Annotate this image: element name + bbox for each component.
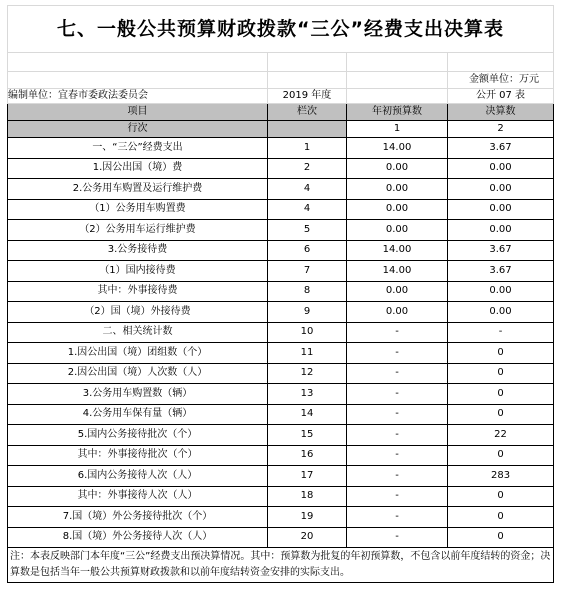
line-cell[interactable]: 5: [268, 220, 347, 241]
index-row-label: 行次: [8, 121, 268, 138]
item-cell[interactable]: （1）公务用车购置费: [8, 199, 268, 220]
item-cell[interactable]: 3.公务用车购置数（辆）: [8, 384, 268, 405]
item-cell[interactable]: （2）公务用车运行维护费: [8, 220, 268, 241]
final-cell[interactable]: 3.67: [448, 261, 554, 282]
line-cell[interactable]: 7: [268, 261, 347, 282]
final-cell[interactable]: 0.00: [448, 220, 554, 241]
budget-cell[interactable]: -: [347, 322, 448, 343]
budget-cell[interactable]: 0.00: [347, 302, 448, 323]
item-cell[interactable]: 其中：外事接待人次（人）: [8, 486, 268, 507]
final-cell[interactable]: -: [448, 322, 554, 343]
line-cell[interactable]: 9: [268, 302, 347, 323]
final-cell[interactable]: 0: [448, 384, 554, 405]
table-row: [8, 445, 554, 466]
final-cell[interactable]: 0: [448, 507, 554, 528]
table-row: [8, 466, 554, 487]
table-row: [8, 240, 554, 261]
item-cell[interactable]: 一、“三公”经费支出: [8, 138, 268, 159]
table-row: [8, 302, 554, 323]
item-cell[interactable]: 6.国内公务接待人次（人）: [8, 466, 268, 487]
table-row: [8, 486, 554, 507]
blank-cell[interactable]: [448, 53, 554, 72]
budget-cell[interactable]: 14.00: [347, 261, 448, 282]
line-cell[interactable]: 15: [268, 425, 347, 446]
line-cell[interactable]: 13: [268, 384, 347, 405]
line-cell[interactable]: 1: [268, 138, 347, 159]
budget-table: [7, 5, 554, 583]
form-code: 公开 07 表: [448, 89, 554, 104]
blank-cell[interactable]: [8, 72, 268, 89]
table-row: [8, 527, 554, 548]
final-cell[interactable]: 3.67: [448, 138, 554, 159]
final-cell[interactable]: 0: [448, 445, 554, 466]
final-cell[interactable]: 0: [448, 404, 554, 425]
header-budget: 年初预算数: [347, 104, 448, 121]
item-cell[interactable]: 4.公务用车保有量（辆）: [8, 404, 268, 425]
table-row: [8, 343, 554, 364]
table-row: [8, 363, 554, 384]
blank-cell[interactable]: [268, 53, 347, 72]
line-cell[interactable]: 14: [268, 404, 347, 425]
budget-cell[interactable]: -: [347, 466, 448, 487]
table-row: [8, 199, 554, 220]
blank-cell[interactable]: [8, 53, 268, 72]
table-row: [8, 322, 554, 343]
budget-cell[interactable]: -: [347, 425, 448, 446]
line-cell[interactable]: 19: [268, 507, 347, 528]
blank-cell[interactable]: [347, 89, 448, 104]
budget-cell[interactable]: 0.00: [347, 220, 448, 241]
line-cell[interactable]: 12: [268, 363, 347, 384]
table-row: [8, 384, 554, 405]
index-row-blank: [268, 121, 347, 138]
budget-cell[interactable]: 14.00: [347, 240, 448, 261]
item-cell[interactable]: 其中：外事接待费: [8, 281, 268, 302]
index-col-2: 2: [448, 121, 554, 138]
budget-cell[interactable]: -: [347, 384, 448, 405]
item-cell[interactable]: （1）国内接待费: [8, 261, 268, 282]
line-cell[interactable]: 20: [268, 527, 347, 548]
line-cell[interactable]: 16: [268, 445, 347, 466]
table-title: 七、一般公共预算财政拨款“三公”经费支出决算表: [8, 6, 554, 53]
spreadsheet: [7, 5, 553, 583]
header-item: 项目: [8, 104, 268, 121]
budget-cell[interactable]: -: [347, 445, 448, 466]
blank-cell[interactable]: [347, 53, 448, 72]
line-cell[interactable]: 4: [268, 179, 347, 200]
table-row: [8, 281, 554, 302]
final-cell[interactable]: 0: [448, 343, 554, 364]
budget-cell[interactable]: 14.00: [347, 138, 448, 159]
item-cell[interactable]: 2.公务用车购置及运行维护费: [8, 179, 268, 200]
table-row: [8, 220, 554, 241]
header-final: 决算数: [448, 104, 554, 121]
line-cell[interactable]: 18: [268, 486, 347, 507]
budget-cell[interactable]: 0.00: [347, 281, 448, 302]
table-row: [8, 507, 554, 528]
table-row: [8, 158, 554, 179]
final-cell[interactable]: 0: [448, 486, 554, 507]
item-cell[interactable]: 二、相关统计数: [8, 322, 268, 343]
item-cell[interactable]: 1.因公出国（境）团组数（个）: [8, 343, 268, 364]
final-cell[interactable]: 0.00: [448, 158, 554, 179]
final-cell[interactable]: 0.00: [448, 281, 554, 302]
budget-cell[interactable]: -: [347, 404, 448, 425]
item-cell[interactable]: （2）国（境）外接待费: [8, 302, 268, 323]
final-cell[interactable]: 0: [448, 363, 554, 384]
final-cell[interactable]: 3.67: [448, 240, 554, 261]
item-cell[interactable]: 1.因公出国（境）费: [8, 158, 268, 179]
table-row: [8, 261, 554, 282]
line-cell[interactable]: 4: [268, 199, 347, 220]
final-cell[interactable]: 0.00: [448, 199, 554, 220]
org-label: 编制单位：宜春市委政法委员会: [8, 89, 268, 104]
item-cell[interactable]: 2.因公出国（境）人次数（人）: [8, 363, 268, 384]
item-cell[interactable]: 3.公务接待费: [8, 240, 268, 261]
header-line: 栏次: [268, 104, 347, 121]
line-cell[interactable]: 11: [268, 343, 347, 364]
final-cell[interactable]: 283: [448, 466, 554, 487]
budget-cell[interactable]: -: [347, 507, 448, 528]
table-row: [8, 404, 554, 425]
final-cell[interactable]: 22: [448, 425, 554, 446]
budget-cell[interactable]: -: [347, 343, 448, 364]
budget-cell[interactable]: -: [347, 486, 448, 507]
final-cell[interactable]: 0.00: [448, 302, 554, 323]
table-row: [8, 179, 554, 200]
budget-cell[interactable]: 0.00: [347, 199, 448, 220]
item-cell[interactable]: 8.国（境）外公务接待人次（人）: [8, 527, 268, 548]
line-cell[interactable]: 6: [268, 240, 347, 261]
table-row: [8, 425, 554, 446]
table-row: [8, 138, 554, 159]
budget-cell[interactable]: -: [347, 363, 448, 384]
blank-cell[interactable]: [347, 72, 448, 89]
index-col-1: 1: [347, 121, 448, 138]
budget-cell[interactable]: -: [347, 527, 448, 548]
blank-cell[interactable]: [268, 72, 347, 89]
budget-cell[interactable]: 0.00: [347, 179, 448, 200]
item-cell[interactable]: 5.国内公务接待批次（个）: [8, 425, 268, 446]
line-cell[interactable]: 2: [268, 158, 347, 179]
item-cell[interactable]: 其中：外事接待批次（个）: [8, 445, 268, 466]
line-cell[interactable]: 10: [268, 322, 347, 343]
footnote: 注：本表反映部门本年度“三公”经费支出预决算情况。其中：预算数为批复的年初预算数，不包含以前年度结转的资金；决算数是包括当年一般公共预算财政拨款和以前年度结转资金安排的实际支出。: [8, 548, 554, 583]
item-cell[interactable]: 7.国（境）外公务接待批次（个）: [8, 507, 268, 528]
unit-label: 金额单位：万元: [448, 72, 554, 89]
budget-cell[interactable]: 0.00: [347, 158, 448, 179]
line-cell[interactable]: 17: [268, 466, 347, 487]
year-label: 2019 年度: [268, 89, 347, 104]
final-cell[interactable]: 0: [448, 527, 554, 548]
final-cell[interactable]: 0.00: [448, 179, 554, 200]
line-cell[interactable]: 8: [268, 281, 347, 302]
